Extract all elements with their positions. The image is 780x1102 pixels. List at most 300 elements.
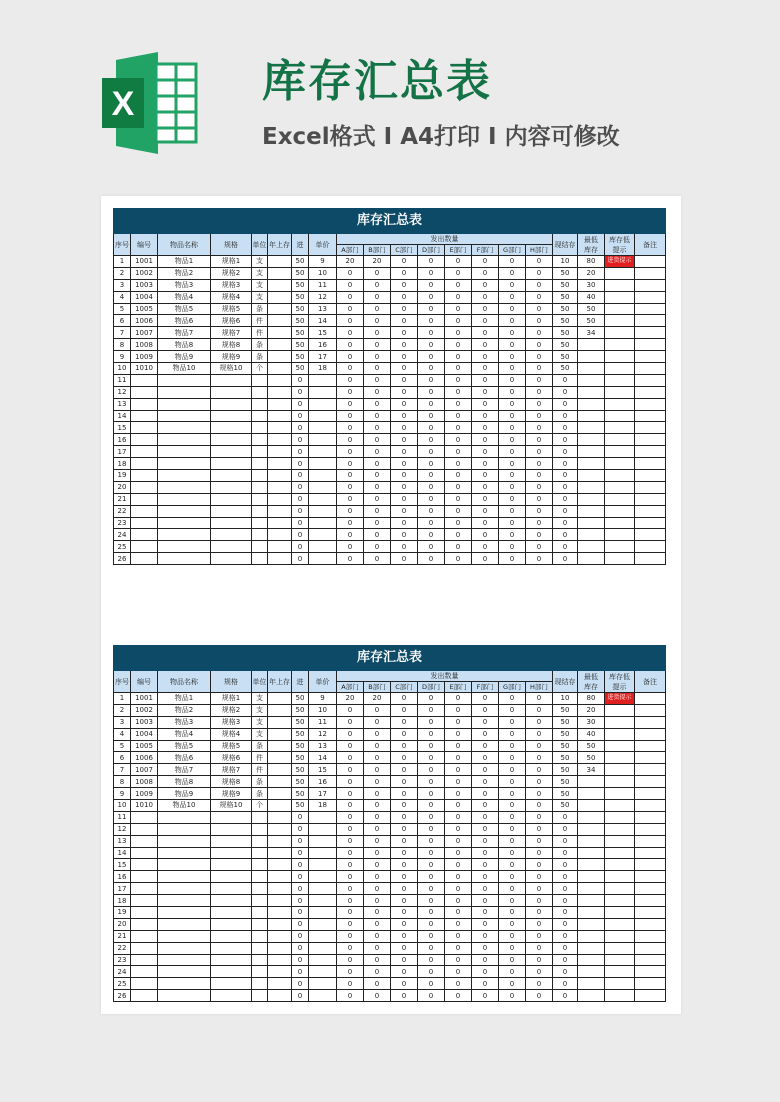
- cell-alert[interactable]: [605, 553, 635, 565]
- cell-dept-out[interactable]: 0: [364, 434, 391, 446]
- cell-dept-out[interactable]: 0: [526, 823, 553, 835]
- cell-code[interactable]: [131, 529, 158, 541]
- cell-name[interactable]: [158, 458, 211, 470]
- cell-min-stock[interactable]: 34: [578, 764, 605, 776]
- cell-alert[interactable]: [605, 434, 635, 446]
- cell-dept-out[interactable]: 0: [499, 351, 526, 363]
- cell-stock[interactable]: 0: [553, 966, 578, 978]
- cell-name[interactable]: 物品3: [158, 279, 211, 291]
- cell-in[interactable]: 0: [292, 907, 309, 919]
- cell-min-stock[interactable]: [578, 386, 605, 398]
- cell-stock[interactable]: 0: [553, 553, 578, 565]
- cell-dept-out[interactable]: 0: [445, 740, 472, 752]
- cell-spec[interactable]: 规格9: [211, 788, 252, 800]
- cell-dept-out[interactable]: 0: [472, 942, 499, 954]
- cell-dept-out[interactable]: 0: [445, 493, 472, 505]
- cell-dept-out[interactable]: 0: [499, 930, 526, 942]
- cell-dept-out[interactable]: 0: [445, 398, 472, 410]
- cell-min-stock[interactable]: [578, 859, 605, 871]
- cell-remark[interactable]: [635, 990, 666, 1002]
- cell-dept-out[interactable]: 0: [364, 752, 391, 764]
- cell-remark[interactable]: [635, 800, 666, 812]
- cell-dept-out[interactable]: 0: [472, 811, 499, 823]
- cell-price[interactable]: [309, 883, 337, 895]
- cell-unit[interactable]: [252, 553, 268, 565]
- cell-dept-out[interactable]: 0: [499, 529, 526, 541]
- cell-stock[interactable]: 50: [553, 752, 578, 764]
- cell-dept-out[interactable]: 0: [337, 835, 364, 847]
- cell-remark[interactable]: [635, 386, 666, 398]
- cell-code[interactable]: 1002: [131, 704, 158, 716]
- cell-dept-out[interactable]: 0: [526, 895, 553, 907]
- cell-spec[interactable]: [211, 835, 252, 847]
- cell-unit[interactable]: [252, 493, 268, 505]
- cell-unit[interactable]: [252, 811, 268, 823]
- cell-dept-out[interactable]: 0: [391, 859, 418, 871]
- cell-price[interactable]: 16: [309, 339, 337, 351]
- cell-dept-out[interactable]: 0: [418, 422, 445, 434]
- cell-remark[interactable]: [635, 339, 666, 351]
- cell-dept-out[interactable]: 0: [391, 422, 418, 434]
- cell-code[interactable]: [131, 374, 158, 386]
- cell-min-stock[interactable]: [578, 363, 605, 375]
- cell-min-stock[interactable]: 34: [578, 327, 605, 339]
- cell-min-stock[interactable]: 50: [578, 740, 605, 752]
- cell-seq[interactable]: 24: [114, 966, 131, 978]
- cell-last-year[interactable]: [268, 529, 292, 541]
- cell-dept-out[interactable]: 0: [337, 776, 364, 788]
- cell-min-stock[interactable]: [578, 990, 605, 1002]
- cell-alert[interactable]: [605, 505, 635, 517]
- cell-dept-out[interactable]: 0: [364, 716, 391, 728]
- cell-dept-out[interactable]: 0: [526, 470, 553, 482]
- cell-stock[interactable]: 0: [553, 871, 578, 883]
- cell-seq[interactable]: 3: [114, 279, 131, 291]
- cell-remark[interactable]: [635, 517, 666, 529]
- cell-dept-out[interactable]: 0: [364, 339, 391, 351]
- cell-dept-out[interactable]: 0: [418, 918, 445, 930]
- cell-name[interactable]: [158, 966, 211, 978]
- cell-name[interactable]: [158, 835, 211, 847]
- cell-price[interactable]: 17: [309, 788, 337, 800]
- cell-name[interactable]: [158, 942, 211, 954]
- cell-code[interactable]: [131, 493, 158, 505]
- cell-dept-out[interactable]: 0: [418, 800, 445, 812]
- cell-dept-out[interactable]: 0: [472, 446, 499, 458]
- cell-dept-out[interactable]: 0: [472, 458, 499, 470]
- cell-remark[interactable]: [635, 764, 666, 776]
- cell-dept-out[interactable]: 0: [445, 811, 472, 823]
- cell-last-year[interactable]: [268, 386, 292, 398]
- cell-dept-out[interactable]: 0: [499, 493, 526, 505]
- cell-dept-out[interactable]: 0: [445, 267, 472, 279]
- cell-price[interactable]: [309, 978, 337, 990]
- cell-seq[interactable]: 1: [114, 693, 131, 705]
- cell-price[interactable]: 12: [309, 728, 337, 740]
- cell-dept-out[interactable]: 0: [418, 279, 445, 291]
- cell-in[interactable]: 50: [292, 339, 309, 351]
- cell-code[interactable]: [131, 434, 158, 446]
- cell-min-stock[interactable]: [578, 339, 605, 351]
- cell-name[interactable]: [158, 529, 211, 541]
- cell-dept-out[interactable]: 0: [337, 422, 364, 434]
- cell-name[interactable]: [158, 883, 211, 895]
- cell-min-stock[interactable]: 20: [578, 704, 605, 716]
- cell-stock[interactable]: 50: [553, 704, 578, 716]
- cell-last-year[interactable]: [268, 764, 292, 776]
- cell-stock[interactable]: 0: [553, 895, 578, 907]
- cell-dept-out[interactable]: 0: [391, 505, 418, 517]
- cell-dept-out[interactable]: 0: [391, 529, 418, 541]
- cell-in[interactable]: 50: [292, 351, 309, 363]
- cell-seq[interactable]: 25: [114, 541, 131, 553]
- cell-spec[interactable]: [211, 907, 252, 919]
- cell-spec[interactable]: 规格5: [211, 740, 252, 752]
- cell-price[interactable]: 16: [309, 776, 337, 788]
- cell-unit[interactable]: [252, 859, 268, 871]
- cell-last-year[interactable]: [268, 446, 292, 458]
- cell-spec[interactable]: 规格6: [211, 752, 252, 764]
- cell-code[interactable]: [131, 541, 158, 553]
- cell-dept-out[interactable]: 0: [364, 740, 391, 752]
- cell-unit[interactable]: [252, 918, 268, 930]
- cell-spec[interactable]: [211, 811, 252, 823]
- cell-dept-out[interactable]: 0: [364, 529, 391, 541]
- cell-code[interactable]: [131, 422, 158, 434]
- cell-in[interactable]: 0: [292, 529, 309, 541]
- cell-last-year[interactable]: [268, 990, 292, 1002]
- cell-dept-out[interactable]: 0: [337, 541, 364, 553]
- cell-code[interactable]: 1001: [131, 693, 158, 705]
- cell-in[interactable]: 0: [292, 918, 309, 930]
- cell-stock[interactable]: 50: [553, 327, 578, 339]
- cell-spec[interactable]: [211, 895, 252, 907]
- cell-unit[interactable]: 支: [252, 728, 268, 740]
- cell-dept-out[interactable]: 0: [499, 410, 526, 422]
- cell-dept-out[interactable]: 0: [499, 517, 526, 529]
- cell-seq[interactable]: 10: [114, 363, 131, 375]
- cell-dept-out[interactable]: 0: [472, 529, 499, 541]
- cell-dept-out[interactable]: 0: [445, 374, 472, 386]
- cell-price[interactable]: 18: [309, 800, 337, 812]
- cell-dept-out[interactable]: 0: [445, 410, 472, 422]
- cell-in[interactable]: 50: [292, 327, 309, 339]
- cell-dept-out[interactable]: 0: [526, 363, 553, 375]
- cell-dept-out[interactable]: 0: [499, 398, 526, 410]
- cell-dept-out[interactable]: 0: [364, 847, 391, 859]
- cell-spec[interactable]: [211, 493, 252, 505]
- cell-in[interactable]: 50: [292, 740, 309, 752]
- cell-price[interactable]: [309, 990, 337, 1002]
- cell-min-stock[interactable]: [578, 374, 605, 386]
- cell-in[interactable]: 0: [292, 859, 309, 871]
- cell-dept-out[interactable]: 0: [337, 339, 364, 351]
- cell-name[interactable]: 物品10: [158, 800, 211, 812]
- cell-in[interactable]: 0: [292, 517, 309, 529]
- cell-dept-out[interactable]: 0: [364, 517, 391, 529]
- cell-dept-out[interactable]: 0: [337, 279, 364, 291]
- cell-remark[interactable]: [635, 776, 666, 788]
- cell-dept-out[interactable]: 0: [499, 267, 526, 279]
- cell-last-year[interactable]: [268, 871, 292, 883]
- cell-dept-out[interactable]: 0: [364, 553, 391, 565]
- cell-dept-out[interactable]: 0: [364, 267, 391, 279]
- cell-dept-out[interactable]: 0: [364, 776, 391, 788]
- cell-dept-out[interactable]: 0: [337, 493, 364, 505]
- cell-dept-out[interactable]: 0: [391, 339, 418, 351]
- cell-price[interactable]: [309, 374, 337, 386]
- cell-alert[interactable]: [605, 883, 635, 895]
- cell-dept-out[interactable]: 0: [526, 256, 553, 268]
- cell-dept-out[interactable]: 0: [337, 481, 364, 493]
- cell-seq[interactable]: 20: [114, 481, 131, 493]
- cell-dept-out[interactable]: 0: [445, 470, 472, 482]
- cell-dept-out[interactable]: 0: [337, 764, 364, 776]
- cell-price[interactable]: [309, 811, 337, 823]
- cell-remark[interactable]: [635, 859, 666, 871]
- cell-stock[interactable]: 0: [553, 458, 578, 470]
- cell-dept-out[interactable]: 0: [337, 446, 364, 458]
- cell-dept-out[interactable]: 0: [445, 847, 472, 859]
- cell-dept-out[interactable]: 0: [499, 481, 526, 493]
- cell-dept-out[interactable]: 0: [526, 740, 553, 752]
- cell-last-year[interactable]: [268, 823, 292, 835]
- cell-remark[interactable]: [635, 529, 666, 541]
- cell-dept-out[interactable]: 20: [337, 256, 364, 268]
- cell-alert[interactable]: [605, 517, 635, 529]
- cell-dept-out[interactable]: 0: [418, 529, 445, 541]
- cell-remark[interactable]: [635, 291, 666, 303]
- cell-alert[interactable]: [605, 398, 635, 410]
- cell-name[interactable]: [158, 517, 211, 529]
- cell-price[interactable]: [309, 434, 337, 446]
- cell-alert[interactable]: [605, 422, 635, 434]
- cell-unit[interactable]: 支: [252, 267, 268, 279]
- cell-dept-out[interactable]: 0: [337, 517, 364, 529]
- cell-dept-out[interactable]: 0: [526, 847, 553, 859]
- cell-dept-out[interactable]: 0: [499, 363, 526, 375]
- cell-min-stock[interactable]: 30: [578, 279, 605, 291]
- cell-seq[interactable]: 11: [114, 374, 131, 386]
- cell-dept-out[interactable]: 0: [418, 811, 445, 823]
- cell-min-stock[interactable]: [578, 529, 605, 541]
- cell-dept-out[interactable]: 0: [472, 764, 499, 776]
- cell-alert[interactable]: [605, 990, 635, 1002]
- cell-dept-out[interactable]: 0: [364, 990, 391, 1002]
- cell-unit[interactable]: [252, 954, 268, 966]
- cell-seq[interactable]: 16: [114, 434, 131, 446]
- cell-min-stock[interactable]: [578, 517, 605, 529]
- cell-dept-out[interactable]: 0: [472, 303, 499, 315]
- cell-name[interactable]: 物品8: [158, 776, 211, 788]
- cell-dept-out[interactable]: 0: [337, 954, 364, 966]
- cell-dept-out[interactable]: 0: [499, 693, 526, 705]
- cell-spec[interactable]: 规格8: [211, 776, 252, 788]
- cell-dept-out[interactable]: 0: [364, 398, 391, 410]
- cell-seq[interactable]: 26: [114, 553, 131, 565]
- cell-seq[interactable]: 1: [114, 256, 131, 268]
- cell-in[interactable]: 50: [292, 303, 309, 315]
- cell-dept-out[interactable]: 0: [526, 398, 553, 410]
- cell-spec[interactable]: [211, 978, 252, 990]
- cell-dept-out[interactable]: 0: [391, 942, 418, 954]
- cell-dept-out[interactable]: 0: [391, 954, 418, 966]
- cell-dept-out[interactable]: 0: [499, 315, 526, 327]
- cell-name[interactable]: [158, 386, 211, 398]
- cell-unit[interactable]: 件: [252, 327, 268, 339]
- cell-price[interactable]: [309, 871, 337, 883]
- cell-dept-out[interactable]: 0: [499, 386, 526, 398]
- cell-dept-out[interactable]: 0: [526, 505, 553, 517]
- cell-dept-out[interactable]: 0: [472, 788, 499, 800]
- cell-dept-out[interactable]: 0: [472, 966, 499, 978]
- cell-dept-out[interactable]: 0: [418, 823, 445, 835]
- cell-dept-out[interactable]: 0: [364, 788, 391, 800]
- cell-dept-out[interactable]: 0: [499, 728, 526, 740]
- cell-dept-out[interactable]: 0: [391, 470, 418, 482]
- cell-last-year[interactable]: [268, 493, 292, 505]
- cell-dept-out[interactable]: 0: [364, 764, 391, 776]
- cell-remark[interactable]: [635, 541, 666, 553]
- cell-dept-out[interactable]: 0: [337, 267, 364, 279]
- cell-dept-out[interactable]: 0: [418, 291, 445, 303]
- cell-dept-out[interactable]: 0: [418, 303, 445, 315]
- cell-name[interactable]: [158, 930, 211, 942]
- cell-dept-out[interactable]: 0: [391, 446, 418, 458]
- cell-dept-out[interactable]: 0: [526, 704, 553, 716]
- cell-dept-out[interactable]: 0: [499, 553, 526, 565]
- cell-dept-out[interactable]: 0: [391, 267, 418, 279]
- cell-last-year[interactable]: [268, 517, 292, 529]
- cell-dept-out[interactable]: 0: [526, 351, 553, 363]
- cell-dept-out[interactable]: 0: [445, 871, 472, 883]
- cell-unit[interactable]: 件: [252, 315, 268, 327]
- cell-alert[interactable]: [605, 446, 635, 458]
- cell-dept-out[interactable]: 0: [337, 386, 364, 398]
- cell-dept-out[interactable]: 0: [472, 883, 499, 895]
- cell-dept-out[interactable]: 0: [499, 303, 526, 315]
- cell-spec[interactable]: 规格7: [211, 764, 252, 776]
- cell-dept-out[interactable]: 0: [364, 918, 391, 930]
- cell-unit[interactable]: [252, 847, 268, 859]
- cell-dept-out[interactable]: 0: [499, 470, 526, 482]
- cell-price[interactable]: 18: [309, 363, 337, 375]
- cell-last-year[interactable]: [268, 434, 292, 446]
- cell-seq[interactable]: 17: [114, 883, 131, 895]
- cell-dept-out[interactable]: 0: [418, 978, 445, 990]
- cell-last-year[interactable]: [268, 930, 292, 942]
- cell-dept-out[interactable]: 0: [445, 859, 472, 871]
- cell-unit[interactable]: 支: [252, 693, 268, 705]
- cell-dept-out[interactable]: 0: [445, 481, 472, 493]
- cell-price[interactable]: [309, 835, 337, 847]
- cell-remark[interactable]: [635, 883, 666, 895]
- cell-code[interactable]: [131, 386, 158, 398]
- cell-dept-out[interactable]: 0: [472, 740, 499, 752]
- cell-spec[interactable]: [211, 410, 252, 422]
- cell-dept-out[interactable]: 0: [337, 871, 364, 883]
- cell-last-year[interactable]: [268, 363, 292, 375]
- cell-last-year[interactable]: [268, 800, 292, 812]
- cell-dept-out[interactable]: 0: [472, 398, 499, 410]
- cell-dept-out[interactable]: 0: [418, 505, 445, 517]
- cell-dept-out[interactable]: 0: [526, 481, 553, 493]
- cell-name[interactable]: [158, 823, 211, 835]
- cell-dept-out[interactable]: 0: [364, 942, 391, 954]
- cell-dept-out[interactable]: 0: [472, 693, 499, 705]
- cell-in[interactable]: 0: [292, 410, 309, 422]
- cell-unit[interactable]: [252, 990, 268, 1002]
- cell-dept-out[interactable]: 0: [472, 363, 499, 375]
- cell-dept-out[interactable]: 0: [418, 740, 445, 752]
- cell-last-year[interactable]: [268, 966, 292, 978]
- cell-dept-out[interactable]: 0: [499, 422, 526, 434]
- cell-in[interactable]: 0: [292, 398, 309, 410]
- cell-spec[interactable]: [211, 517, 252, 529]
- cell-name[interactable]: [158, 541, 211, 553]
- cell-dept-out[interactable]: 0: [445, 895, 472, 907]
- cell-code[interactable]: 1007: [131, 327, 158, 339]
- cell-dept-out[interactable]: 0: [472, 505, 499, 517]
- cell-in[interactable]: 0: [292, 493, 309, 505]
- cell-spec[interactable]: 规格4: [211, 728, 252, 740]
- cell-dept-out[interactable]: 0: [445, 728, 472, 740]
- cell-unit[interactable]: [252, 386, 268, 398]
- cell-dept-out[interactable]: 0: [526, 422, 553, 434]
- cell-price[interactable]: [309, 895, 337, 907]
- cell-dept-out[interactable]: 0: [364, 458, 391, 470]
- cell-stock[interactable]: 0: [553, 907, 578, 919]
- cell-unit[interactable]: [252, 470, 268, 482]
- cell-stock[interactable]: 0: [553, 434, 578, 446]
- cell-seq[interactable]: 13: [114, 398, 131, 410]
- cell-in[interactable]: 50: [292, 728, 309, 740]
- cell-unit[interactable]: [252, 895, 268, 907]
- cell-dept-out[interactable]: 0: [445, 386, 472, 398]
- cell-stock[interactable]: 10: [553, 256, 578, 268]
- cell-dept-out[interactable]: 0: [337, 752, 364, 764]
- cell-dept-out[interactable]: 0: [526, 859, 553, 871]
- cell-name[interactable]: [158, 990, 211, 1002]
- cell-dept-out[interactable]: 0: [499, 776, 526, 788]
- cell-seq[interactable]: 17: [114, 446, 131, 458]
- cell-dept-out[interactable]: 0: [472, 728, 499, 740]
- cell-name[interactable]: [158, 847, 211, 859]
- cell-dept-out[interactable]: 0: [526, 811, 553, 823]
- cell-spec[interactable]: [211, 446, 252, 458]
- cell-remark[interactable]: [635, 871, 666, 883]
- cell-name[interactable]: 物品3: [158, 716, 211, 728]
- cell-dept-out[interactable]: 0: [364, 374, 391, 386]
- cell-dept-out[interactable]: 0: [418, 990, 445, 1002]
- cell-last-year[interactable]: [268, 422, 292, 434]
- cell-code[interactable]: 1008: [131, 776, 158, 788]
- cell-dept-out[interactable]: 0: [418, 907, 445, 919]
- cell-alert[interactable]: [605, 410, 635, 422]
- cell-spec[interactable]: 规格1: [211, 693, 252, 705]
- cell-remark[interactable]: [635, 978, 666, 990]
- cell-stock[interactable]: 0: [553, 541, 578, 553]
- cell-stock[interactable]: 0: [553, 446, 578, 458]
- cell-last-year[interactable]: [268, 716, 292, 728]
- cell-alert[interactable]: [605, 374, 635, 386]
- cell-dept-out[interactable]: 0: [391, 716, 418, 728]
- cell-spec[interactable]: 规格4: [211, 291, 252, 303]
- cell-stock[interactable]: 0: [553, 990, 578, 1002]
- cell-alert[interactable]: [605, 470, 635, 482]
- cell-code[interactable]: 1010: [131, 363, 158, 375]
- cell-code[interactable]: [131, 918, 158, 930]
